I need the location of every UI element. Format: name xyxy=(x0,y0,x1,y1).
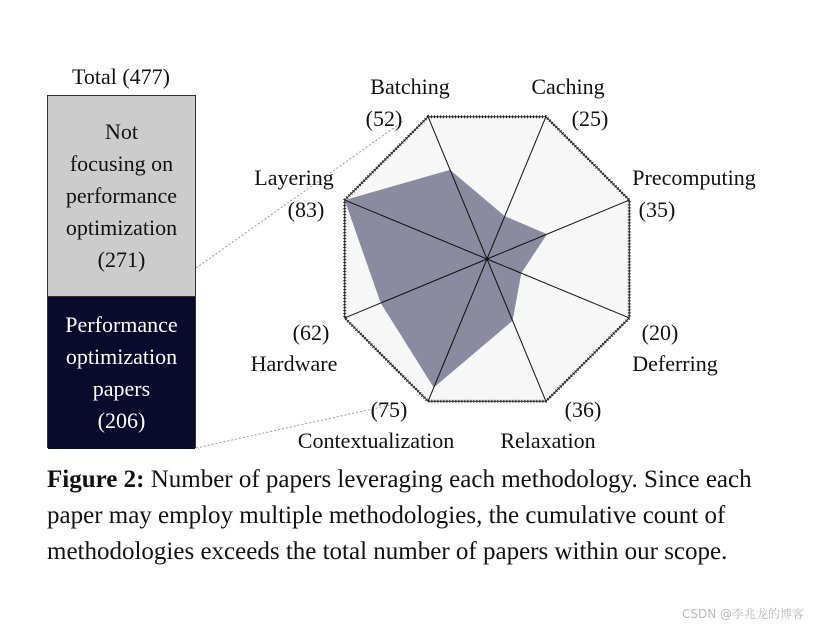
radar-axis-label-batching: Batching xyxy=(370,74,450,99)
figure-caption xyxy=(47,462,787,570)
bar-bottom-label-line: Performance xyxy=(65,312,178,337)
radar-axis-label-contextualization: Contextualization xyxy=(297,428,455,453)
radar-value-label-contextualization: (75) xyxy=(370,397,408,422)
bar-top-label-line: Not xyxy=(105,119,138,144)
radar-value-label-deferring: (20) xyxy=(641,320,679,345)
radar-value-label-batching: (52) xyxy=(365,106,403,131)
caption-text: Number of papers leveraging each methodology. Since each paper may employ multiple methodologies, the cumulative count of methodologies exceeds the total number of papers within our scope. xyxy=(47,466,752,565)
bar-top-label-line: focusing on xyxy=(69,151,174,176)
radar-axis-label-deferring: Deferring xyxy=(632,351,718,376)
bar-bottom-label-line: optimization xyxy=(65,344,178,369)
radar-value-label-caching: (25) xyxy=(571,106,609,131)
radar-axis-label-precomputing: Precomputing xyxy=(632,165,756,190)
bar-top-label-line: performance xyxy=(65,183,178,208)
radar-value-label-relaxation: (36) xyxy=(564,397,602,422)
caption-label: Figure 2: xyxy=(47,466,145,493)
radar-value-label-layering: (83) xyxy=(287,197,325,222)
bar-bottom-label-line: (206) xyxy=(97,408,146,433)
watermark: CSDN @李兆龙的博客 xyxy=(681,607,804,621)
radar-axis-label-relaxation: Relaxation xyxy=(500,428,596,453)
radar-axis-label-layering: Layering xyxy=(254,165,334,190)
bar-top-label-line: (271) xyxy=(97,247,146,272)
bar-title: Total (477) xyxy=(71,64,171,89)
radar-value-label-hardware: (62) xyxy=(292,320,330,345)
radar-axis-label-caching: Caching xyxy=(531,74,605,99)
radar-axis-label-hardware: Hardware xyxy=(250,351,338,376)
bar-top-label-line: optimization xyxy=(65,215,178,240)
bar-bottom-label-line: papers xyxy=(92,376,151,401)
radar-value-label-precomputing: (35) xyxy=(638,197,676,222)
